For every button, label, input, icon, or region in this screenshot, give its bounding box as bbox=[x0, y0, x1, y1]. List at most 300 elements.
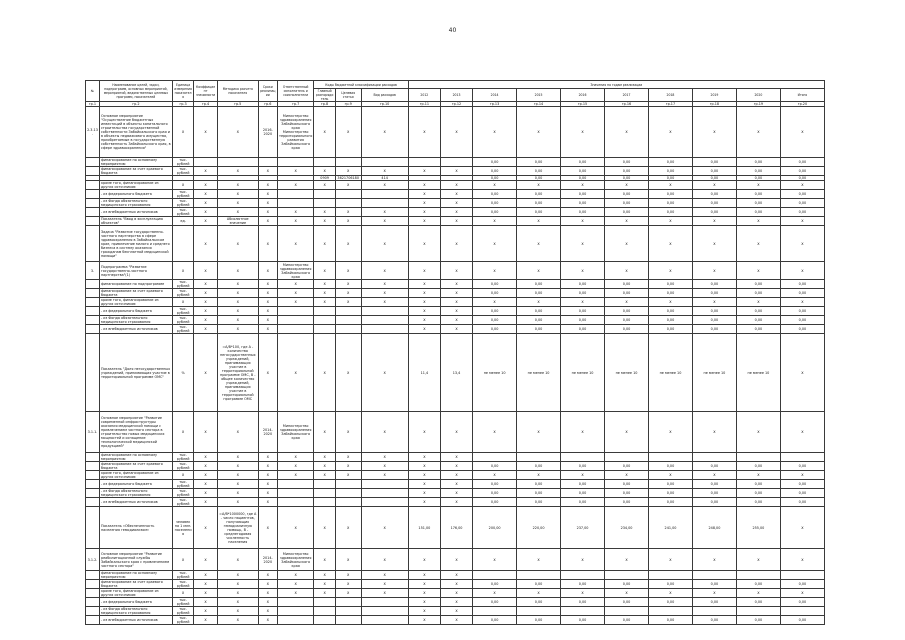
year-value bbox=[561, 571, 605, 580]
year-value: 0,00 bbox=[648, 307, 692, 316]
year-value: 248,00 bbox=[692, 507, 736, 549]
year-value: Х bbox=[440, 181, 472, 190]
total-value: 0,00 bbox=[780, 208, 824, 217]
item-name: Показатель «Обеспеченность населения гемодиализом» bbox=[99, 507, 172, 549]
table-row bbox=[86, 453, 825, 462]
table-cell: Х bbox=[258, 298, 277, 307]
year-value: 0,00 bbox=[473, 462, 517, 471]
column-number: гр.17 bbox=[648, 102, 692, 107]
year-value: Х bbox=[408, 471, 440, 480]
header-year: 2013 bbox=[440, 89, 472, 102]
year-value: Х bbox=[473, 226, 517, 262]
table-cell bbox=[86, 498, 100, 507]
table-cell: Х bbox=[194, 616, 218, 625]
row-label: кроме того, финансирование из других источников: bbox=[99, 589, 172, 598]
year-value: 0,00 bbox=[517, 167, 561, 176]
year-value: Х bbox=[408, 289, 440, 298]
year-value: 0,00 bbox=[517, 280, 561, 289]
year-value: Х bbox=[561, 471, 605, 480]
year-value: Х bbox=[408, 598, 440, 607]
table-row bbox=[86, 208, 825, 217]
year-value: 200,00 bbox=[473, 507, 517, 549]
table-cell: Х bbox=[194, 462, 218, 471]
table-cell: Х bbox=[194, 190, 218, 199]
table-cell: Х bbox=[314, 589, 335, 598]
table-cell: Х bbox=[314, 262, 335, 280]
table-cell bbox=[335, 480, 361, 489]
table-cell bbox=[277, 190, 313, 199]
year-value: Х bbox=[648, 589, 692, 598]
year-value: 0,00 bbox=[736, 580, 780, 589]
year-value: Х bbox=[473, 217, 517, 226]
year-value: 0,00 bbox=[561, 167, 605, 176]
table-cell: Х bbox=[361, 453, 408, 462]
table-cell: =А/В*100, где А - количество негосударственных учреждений, принимающих участие в территориальной программе ОМС, В - общее количество учреждений, принимающих участие в территориальной программе ОМС bbox=[217, 334, 258, 412]
year-value: 0,00 bbox=[473, 289, 517, 298]
table-cell: Х bbox=[314, 280, 335, 289]
table-cell: Х bbox=[194, 334, 218, 412]
table-cell: Х bbox=[217, 453, 258, 462]
year-value: 0,00 bbox=[692, 598, 736, 607]
year-value: Х bbox=[440, 571, 472, 580]
total-value: 0,00 bbox=[780, 480, 824, 489]
table-cell: Х bbox=[277, 167, 313, 176]
year-value: Х bbox=[408, 199, 440, 208]
column-number: гр.9 bbox=[335, 102, 361, 107]
row-label: Показатель "Ввод в эксплуатацию объектов" bbox=[99, 217, 172, 226]
total-value: 0,00 bbox=[780, 307, 824, 316]
table-cell bbox=[258, 158, 277, 167]
year-value: Х bbox=[648, 181, 692, 190]
row-label: - из федерального бюджета bbox=[99, 190, 172, 199]
table-cell: Х bbox=[361, 589, 408, 598]
table-row bbox=[86, 107, 825, 158]
table-cell: тыс. рублей bbox=[172, 607, 193, 616]
table-cell: тыс. рублей bbox=[172, 307, 193, 316]
program-table bbox=[85, 80, 825, 625]
table-cell: Х bbox=[335, 298, 361, 307]
year-value bbox=[692, 453, 736, 462]
item-name: Показатель "Доля негосударственных учреждений, принимающих участие в территориальной программе ОМС" bbox=[99, 334, 172, 412]
table-cell: Х bbox=[194, 298, 218, 307]
column-number: гр.7 bbox=[277, 102, 313, 107]
year-value: Х bbox=[692, 181, 736, 190]
table-cell bbox=[86, 471, 100, 480]
total-value bbox=[780, 607, 824, 616]
year-value: 0,00 bbox=[692, 307, 736, 316]
year-value: Х bbox=[561, 549, 605, 571]
year-value: Х bbox=[692, 549, 736, 571]
row-label: финансирование по основному мероприятию bbox=[99, 571, 172, 580]
row-label: кроме того, финансирование из других источников: bbox=[99, 181, 172, 190]
table-cell bbox=[335, 190, 361, 199]
table-cell: человек на 1 млн. населения bbox=[172, 507, 193, 549]
year-value: Х bbox=[473, 298, 517, 307]
year-value bbox=[517, 453, 561, 462]
table-cell bbox=[86, 307, 100, 316]
table-cell: Х bbox=[335, 167, 361, 176]
year-value: 0,00 bbox=[517, 158, 561, 167]
table-cell: Х bbox=[258, 480, 277, 489]
year-value: Х bbox=[440, 498, 472, 507]
year-value: Х bbox=[736, 589, 780, 598]
header-method: Методика расчета показателя bbox=[217, 81, 258, 102]
table-cell bbox=[277, 480, 313, 489]
table-cell: Х bbox=[258, 190, 277, 199]
table-cell bbox=[86, 598, 100, 607]
year-value: Х bbox=[692, 217, 736, 226]
year-value: Х bbox=[517, 549, 561, 571]
year-value: 0,00 bbox=[561, 280, 605, 289]
table-cell: Х bbox=[314, 571, 335, 580]
table-cell: тыс. рублей bbox=[172, 498, 193, 507]
header-code-type: Вид расходов bbox=[361, 89, 408, 102]
table-row bbox=[86, 607, 825, 616]
table-cell: Х bbox=[172, 298, 193, 307]
year-value: Х bbox=[408, 298, 440, 307]
year-value: 0,00 bbox=[561, 176, 605, 181]
table-cell: =А/В*1000000, где А - число пациентов, получающих гемодиализную помощь, В - среднегодовая численность населения bbox=[217, 507, 258, 549]
table-row bbox=[86, 280, 825, 289]
year-value: 0,00 bbox=[692, 280, 736, 289]
header-year: 2016 bbox=[561, 89, 605, 102]
year-value: Х bbox=[408, 549, 440, 571]
year-value: Х bbox=[517, 298, 561, 307]
year-value bbox=[648, 453, 692, 462]
page-number: 40 bbox=[448, 27, 457, 34]
table-cell: Х bbox=[361, 226, 408, 262]
year-value: 220,00 bbox=[517, 507, 561, 549]
table-cell: Х bbox=[194, 412, 218, 453]
table-cell: Х bbox=[335, 181, 361, 190]
year-value: 0,00 bbox=[561, 307, 605, 316]
year-value: Х bbox=[440, 616, 472, 625]
table-cell bbox=[86, 208, 100, 217]
total-value: 0,00 bbox=[780, 598, 824, 607]
year-value: 0,00 bbox=[648, 580, 692, 589]
table-cell bbox=[314, 325, 335, 334]
table-cell: Х bbox=[361, 298, 408, 307]
year-value: не менее 10 bbox=[692, 334, 736, 412]
table-cell: Х bbox=[361, 549, 408, 571]
year-value: не менее 10 bbox=[561, 334, 605, 412]
table-cell: Х bbox=[335, 334, 361, 412]
year-value: Х bbox=[561, 262, 605, 280]
table-cell bbox=[335, 307, 361, 316]
table-cell: Х bbox=[314, 208, 335, 217]
table-cell bbox=[314, 480, 335, 489]
total-value bbox=[780, 571, 824, 580]
table-cell: Х bbox=[172, 589, 193, 598]
table-cell: Х bbox=[194, 307, 218, 316]
year-value: Х bbox=[605, 412, 649, 453]
year-value: Х bbox=[408, 498, 440, 507]
table-cell: Х bbox=[217, 280, 258, 289]
table-cell: Х bbox=[217, 298, 258, 307]
table-cell bbox=[361, 190, 408, 199]
table-cell bbox=[277, 158, 313, 167]
row-label: - из Фонда обязательного медицинского страхования bbox=[99, 199, 172, 208]
year-value: Х bbox=[648, 412, 692, 453]
table-cell bbox=[86, 289, 100, 298]
year-value: 0,00 bbox=[692, 158, 736, 167]
table-cell: Х bbox=[217, 462, 258, 471]
table-cell: Х bbox=[258, 598, 277, 607]
table-cell: Х bbox=[217, 289, 258, 298]
year-value: 0,00 bbox=[561, 325, 605, 334]
table-cell: Х bbox=[361, 507, 408, 549]
table-cell: Х bbox=[277, 471, 313, 480]
table-cell bbox=[361, 498, 408, 507]
table-cell: Х bbox=[335, 471, 361, 480]
year-value: Х bbox=[605, 471, 649, 480]
table-cell bbox=[314, 199, 335, 208]
table-cell bbox=[314, 498, 335, 507]
table-cell: Х bbox=[194, 289, 218, 298]
year-value bbox=[736, 453, 780, 462]
table-row bbox=[86, 181, 825, 190]
year-value: 0,00 bbox=[473, 489, 517, 498]
year-value: Х bbox=[736, 549, 780, 571]
table-cell: Х bbox=[194, 453, 218, 462]
table-cell bbox=[361, 199, 408, 208]
total-value: Х bbox=[780, 226, 824, 262]
row-label: финансирование по подпрограмме bbox=[99, 280, 172, 289]
table-cell bbox=[314, 158, 335, 167]
year-value: 0,00 bbox=[517, 289, 561, 298]
header-year: 2017 bbox=[605, 89, 649, 102]
table-cell: тыс. рублей bbox=[172, 208, 193, 217]
year-value: Х bbox=[440, 289, 472, 298]
table-cell: Х bbox=[335, 289, 361, 298]
year-value: 0,00 bbox=[517, 616, 561, 625]
table-row bbox=[86, 462, 825, 471]
table-cell: тыс. рублей bbox=[172, 158, 193, 167]
year-value: Х bbox=[473, 262, 517, 280]
year-value: 0,00 bbox=[561, 316, 605, 325]
year-value: Х bbox=[408, 480, 440, 489]
year-value bbox=[473, 571, 517, 580]
total-value: Х bbox=[780, 412, 824, 453]
row-label: - из федерального бюджета bbox=[99, 307, 172, 316]
total-value: 0,00 bbox=[780, 325, 824, 334]
year-value: 0,00 bbox=[605, 280, 649, 289]
year-value: Х bbox=[440, 607, 472, 616]
table-cell bbox=[314, 616, 335, 625]
column-number: гр.3 bbox=[172, 102, 193, 107]
total-value: Х bbox=[780, 262, 824, 280]
table-row bbox=[86, 199, 825, 208]
year-value: 0,00 bbox=[648, 289, 692, 298]
year-value: 0,00 bbox=[692, 489, 736, 498]
year-value: Х bbox=[440, 316, 472, 325]
table-cell: тыс. рублей bbox=[172, 325, 193, 334]
table-cell: Х bbox=[217, 107, 258, 158]
table-cell bbox=[86, 580, 100, 589]
year-value: 0,00 bbox=[605, 480, 649, 489]
table-cell: Х bbox=[258, 334, 277, 412]
year-value: 0,00 bbox=[736, 480, 780, 489]
table-row bbox=[86, 307, 825, 316]
table-cell: Х bbox=[277, 462, 313, 471]
table-cell bbox=[86, 480, 100, 489]
table-cell: тыс. рублей bbox=[172, 199, 193, 208]
table-cell: Х bbox=[217, 498, 258, 507]
year-value: не менее 10 bbox=[648, 334, 692, 412]
year-value: Х bbox=[408, 325, 440, 334]
table-cell bbox=[277, 616, 313, 625]
table-cell: Х bbox=[194, 316, 218, 325]
table-cell: тыс. рублей bbox=[172, 316, 193, 325]
year-value: 176,00 bbox=[440, 507, 472, 549]
year-value: 0,00 bbox=[517, 190, 561, 199]
table-cell: Х bbox=[172, 107, 193, 158]
table-cell bbox=[335, 316, 361, 325]
year-value: Х bbox=[736, 107, 780, 158]
row-label: финансирование за счет краевого бюджета bbox=[99, 580, 172, 589]
year-value: 0,00 bbox=[736, 280, 780, 289]
table-cell bbox=[86, 298, 100, 307]
table-cell: Х bbox=[258, 262, 277, 280]
year-value: Х bbox=[605, 549, 649, 571]
row-label: финансирование за счет краевого бюджета bbox=[99, 167, 172, 176]
year-value: 0,00 bbox=[648, 167, 692, 176]
year-value: не менее 10 bbox=[473, 334, 517, 412]
total-value: 0,00 bbox=[780, 158, 824, 167]
table-cell: Х bbox=[217, 471, 258, 480]
table-cell: Х bbox=[194, 498, 218, 507]
table-cell: Х bbox=[258, 507, 277, 549]
table-cell: Х bbox=[314, 181, 335, 190]
table-cell: тыс. рублей bbox=[172, 489, 193, 498]
year-value: 0,00 bbox=[561, 462, 605, 471]
table-cell: Х bbox=[361, 107, 408, 158]
year-value bbox=[692, 571, 736, 580]
year-value: 237,00 bbox=[561, 507, 605, 549]
year-value: Х bbox=[408, 280, 440, 289]
table-cell: Х bbox=[314, 217, 335, 226]
table-cell: Х bbox=[335, 208, 361, 217]
year-value: Х bbox=[408, 181, 440, 190]
year-value: 0,00 bbox=[736, 498, 780, 507]
header-code-target: Целевая статья bbox=[335, 89, 361, 102]
year-value: 0,00 bbox=[648, 199, 692, 208]
table-cell bbox=[335, 325, 361, 334]
table-cell bbox=[86, 199, 100, 208]
year-value: Х bbox=[561, 181, 605, 190]
item-number: 2.3.13. bbox=[86, 107, 100, 158]
year-value: не менее 10 bbox=[605, 334, 649, 412]
table-row bbox=[86, 498, 825, 507]
table-cell bbox=[86, 280, 100, 289]
table-cell bbox=[314, 307, 335, 316]
column-number: гр.8 bbox=[314, 102, 335, 107]
year-value bbox=[736, 571, 780, 580]
table-cell: Х bbox=[258, 289, 277, 298]
table-cell: Х bbox=[217, 549, 258, 571]
table-cell: Х bbox=[277, 589, 313, 598]
year-value: 0,00 bbox=[605, 289, 649, 298]
header-code-main: Главный распорядитель bbox=[315, 89, 334, 101]
header-code-group: Коды бюджетной классификации расходов bbox=[314, 81, 408, 89]
table-cell bbox=[314, 316, 335, 325]
table-cell: Х bbox=[217, 412, 258, 453]
table-cell: Министерство здравоохранения Забайкальского края bbox=[277, 412, 313, 453]
year-value: Х bbox=[408, 217, 440, 226]
year-value: Х bbox=[408, 226, 440, 262]
year-value: Х bbox=[561, 226, 605, 262]
table-cell: Х bbox=[258, 316, 277, 325]
table-cell bbox=[361, 598, 408, 607]
table-row bbox=[86, 262, 825, 280]
table-row bbox=[86, 471, 825, 480]
year-value: 0,00 bbox=[605, 199, 649, 208]
row-label: финансирование по основному мероприятию bbox=[99, 453, 172, 462]
row-label: - из внебюджетных источников bbox=[99, 616, 172, 625]
table-cell: тыс. рублей bbox=[172, 571, 193, 580]
table-cell bbox=[86, 462, 100, 471]
header-coef: Коэффициент значимости bbox=[194, 81, 218, 102]
year-value: Х bbox=[408, 107, 440, 158]
year-value: 0,00 bbox=[648, 489, 692, 498]
year-value: Х bbox=[473, 412, 517, 453]
year-value: 0,00 bbox=[517, 480, 561, 489]
year-value: 0,00 bbox=[561, 199, 605, 208]
table-cell bbox=[277, 498, 313, 507]
total-value: 0,00 bbox=[780, 199, 824, 208]
table-cell: Х bbox=[258, 462, 277, 471]
year-value: Х bbox=[440, 280, 472, 289]
year-value: Х bbox=[648, 226, 692, 262]
year-value: 0,00 bbox=[736, 462, 780, 471]
table-cell: Х bbox=[314, 549, 335, 571]
table-cell: Х bbox=[277, 453, 313, 462]
total-value: Х bbox=[780, 298, 824, 307]
year-value: 0,00 bbox=[517, 316, 561, 325]
table-row bbox=[86, 616, 825, 625]
table-cell: Х bbox=[361, 167, 408, 176]
table-cell: Х bbox=[258, 167, 277, 176]
row-label: кроме того, финансирование из других источников: bbox=[99, 471, 172, 480]
year-value: 0,00 bbox=[473, 480, 517, 489]
table-cell: Х bbox=[217, 199, 258, 208]
year-value: 0,00 bbox=[517, 489, 561, 498]
year-value: Х bbox=[408, 453, 440, 462]
table-cell bbox=[335, 607, 361, 616]
year-value: 234,00 bbox=[605, 507, 649, 549]
year-value: 0,00 bbox=[736, 307, 780, 316]
table-cell: Х bbox=[361, 217, 408, 226]
table-cell: Х bbox=[172, 471, 193, 480]
item-number bbox=[86, 334, 100, 412]
year-value: Х bbox=[648, 107, 692, 158]
table-cell: Х bbox=[194, 480, 218, 489]
year-value: Х bbox=[605, 107, 649, 158]
table-cell: тыс. рублей bbox=[172, 289, 193, 298]
table-cell: Х bbox=[194, 507, 218, 549]
year-value: Х bbox=[692, 226, 736, 262]
year-value: Х bbox=[440, 549, 472, 571]
table-cell: Министерство здравоохранения Забайкальского края bbox=[277, 549, 313, 571]
header-row-1 bbox=[86, 81, 825, 89]
table-cell bbox=[86, 167, 100, 176]
total-value: 0,00 bbox=[780, 580, 824, 589]
table-cell: Х bbox=[314, 471, 335, 480]
table-cell: тыс. рублей bbox=[172, 580, 193, 589]
year-value: 0,00 bbox=[605, 208, 649, 217]
table-row bbox=[86, 158, 825, 167]
year-value: 0,00 bbox=[736, 316, 780, 325]
